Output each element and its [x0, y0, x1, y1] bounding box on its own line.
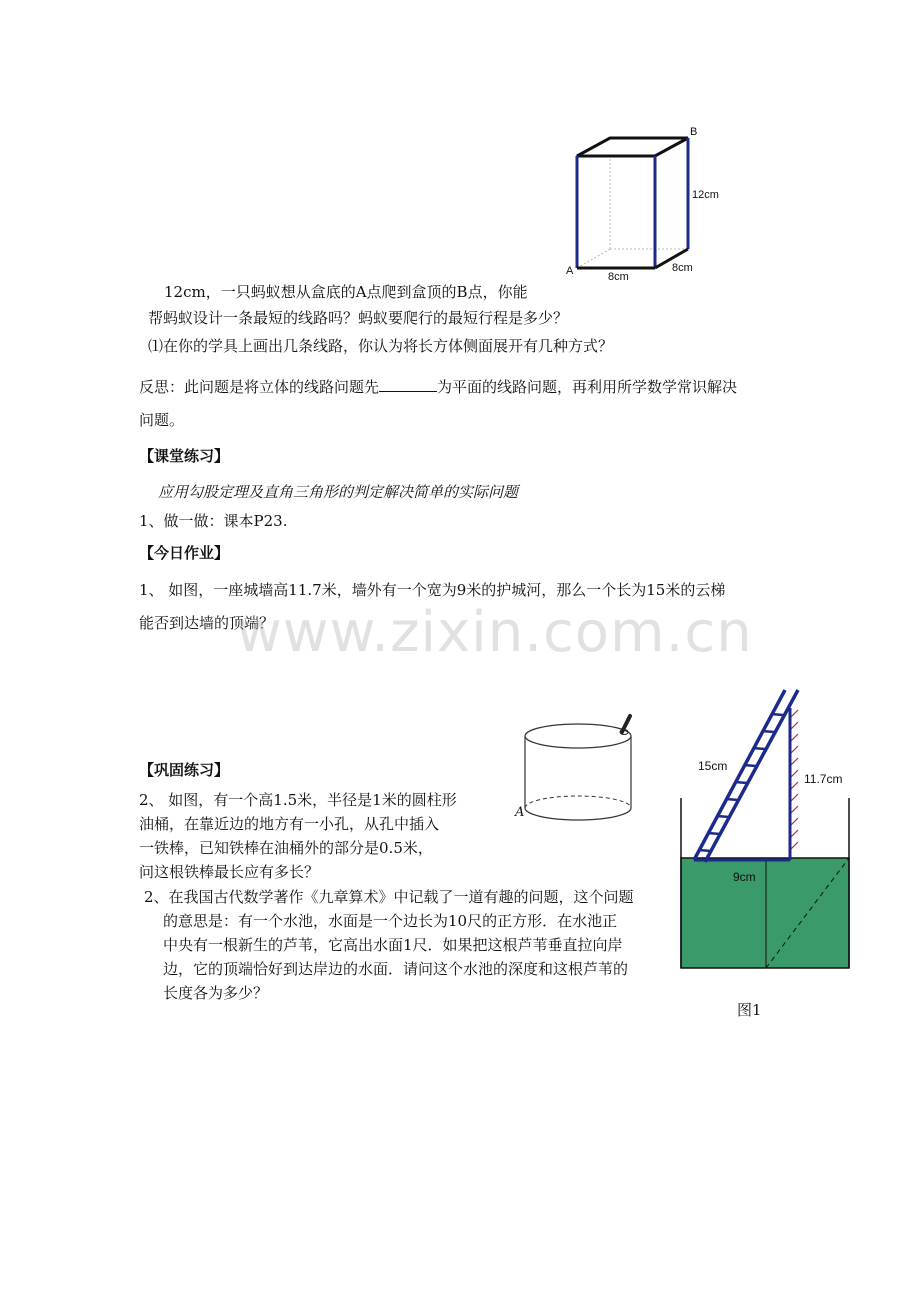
label-width: 8cm: [608, 271, 629, 283]
classroom-subtitle: 应用勾股定理及直角三角形的判定解决简单的实际问题: [158, 483, 519, 501]
problem3-line-2: 的意思是：有一个水池，水面是一个边长为10尺的正方形．在水池正: [163, 912, 618, 930]
watermark: www.zixin.com.cn: [236, 600, 753, 665]
consolidation-heading: 【巩固练习】: [139, 761, 230, 779]
problem2-line-3: 一铁棒，已知铁棒在油桶外的部分是0.5米，: [139, 839, 433, 857]
problem2-line-2: 油桶，在靠近边的地方有一小孔，从孔中插入: [139, 815, 440, 833]
reflection-before: 反思：此问题是将立体的线路问题先: [139, 378, 380, 396]
problem3-line-1: 2、在我国古代数学著作《九章算术》中记载了一道有趣的问题，这个问题: [144, 888, 634, 906]
label-height: 12cm: [692, 189, 719, 201]
homework-line-2: 能否到达墙的顶端？: [139, 614, 275, 632]
problem3-line-4: 边，它的顶端恰好到达岸边的水面．请问这个水池的深度和这根芦苇的: [163, 960, 629, 978]
label-a: A: [566, 265, 574, 277]
problem2-line-4: 问这根铁棒最长应有多长？: [139, 863, 320, 881]
homework-line-1: 1、 如图，一座城墙高11.7米，墙外有一个宽为9米的护城河，那么一个长为15米的云梯: [139, 581, 726, 599]
figure-caption: 图1: [737, 1001, 762, 1019]
reflection-line-2: 问题。: [139, 411, 185, 429]
label-depth: 8cm: [672, 262, 693, 274]
homework-heading: 【今日作业】: [139, 544, 230, 562]
reflection-after: 为平面的线路问题，再利用所学数学常识解决: [437, 378, 738, 396]
problem-question-1: ⑴在你的学具上画出几条线路，你认为将长方体侧面展开有几种方式？: [148, 337, 614, 355]
label-b: B: [690, 126, 698, 138]
classroom-heading: 【课堂练习】: [139, 447, 230, 465]
problem2-line-1: 2、 如图，有一个高1.5米，半径是1米的圆柱形: [139, 791, 457, 809]
wall-height-label: 11.7cm: [804, 772, 843, 786]
classroom-item-1: 1、做一做：课本P23.: [139, 512, 288, 530]
moat-width-label: 9cm: [733, 870, 756, 884]
problem-line-2: 帮蚂蚁设计一条最短的线路吗？蚂蚁要爬行的最短行程是多少？: [148, 309, 569, 327]
problem-line-1: 12cm，一只蚂蚁想从盒底的A点爬到盒顶的B点，你能: [164, 283, 528, 301]
problem3-line-3: 中央有一根新生的芦苇，它高出水面1尺．如果把这根芦苇垂直拉向岸: [163, 936, 623, 954]
ladder-length-label: 15cm: [698, 759, 728, 773]
cylinder-label-a: A: [515, 805, 525, 820]
problem3-line-5: 长度各为多少？: [163, 984, 269, 1002]
